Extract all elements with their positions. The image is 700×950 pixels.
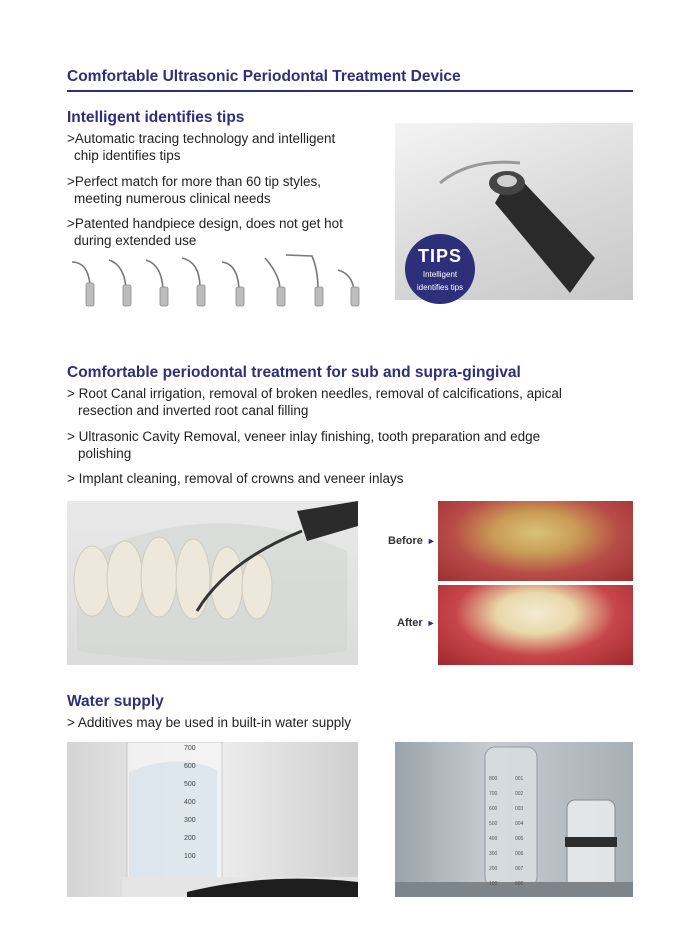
bottle-scale-right-001: 001 <box>515 776 524 782</box>
tips-badge-title: TIPS <box>417 246 462 266</box>
bottle-scale-left-400: 400 <box>489 836 498 842</box>
bullet-2-line-1: >Perfect match for more than 60 tip styles, <box>67 174 321 189</box>
bullet-6: > Implant cleaning, removal of crowns and veneer inlays <box>67 471 404 486</box>
bottle-scale-right-006: 006 <box>515 851 524 857</box>
bottle-scale-left-100: 100 <box>489 881 498 887</box>
before-photo <box>438 501 633 581</box>
heading-intelligent-tips: Intelligent identifies tips <box>67 109 245 126</box>
beaker-scale-100: 100 <box>184 853 196 860</box>
bullet-4-line-1: > Root Canal irrigation, removal of broken needles, removal of calcifications, apical <box>67 386 562 401</box>
bottle-scale-right-005: 005 <box>515 836 524 842</box>
water-bottles-photo <box>395 742 633 897</box>
beaker-scale-200: 200 <box>184 835 196 842</box>
before-label <box>388 535 436 547</box>
bottle-scale-right-002: 002 <box>515 791 524 797</box>
tips-badge-subtitle-1: Intelligent <box>422 270 458 279</box>
bottle-scale-left-800: 800 <box>489 776 498 782</box>
tips-badge-subtitle-2: identifies tips <box>416 283 464 292</box>
bullet-5-line-2: polishing <box>78 446 132 461</box>
before-label-text: Before <box>388 535 423 547</box>
bottle-scale-left <box>489 772 509 892</box>
bullet-2-line-2: meeting numerous clinical needs <box>74 191 271 206</box>
bullet-3-line-2: during extended use <box>74 233 197 248</box>
teeth-model-photo <box>67 501 358 665</box>
beaker-scale-700: 700 <box>184 745 196 752</box>
bullet-1-line-1: >Automatic tracing technology and intelligent <box>67 131 336 146</box>
bottle-scale-left-200: 200 <box>489 866 498 872</box>
bullet-3-line-1: >Patented handpiece design, does not get hot <box>67 216 343 231</box>
heading-water-supply: Water supply <box>67 693 164 710</box>
bullet-5-line-1: > Ultrasonic Cavity Removal, veneer inlay finishing, tooth preparation and edge <box>67 429 541 444</box>
bottle-scale-left-500: 500 <box>489 821 498 827</box>
bottle-scale-right-007: 007 <box>515 866 524 872</box>
bullet-1-line-2: chip identifies tips <box>74 148 181 163</box>
beaker-scale-600: 600 <box>184 763 196 770</box>
beaker-scale-300: 300 <box>184 817 196 824</box>
bottle-scale-right <box>515 772 535 892</box>
beaker-photo <box>67 742 358 897</box>
bottle-scale-left-300: 300 <box>489 851 498 857</box>
bottle-scale-right-004: 004 <box>515 821 524 827</box>
bullet-4-line-2: resection and inverted root canal filling <box>78 403 309 418</box>
bottle-scale-right-003: 003 <box>515 806 524 812</box>
beaker-scale-500: 500 <box>184 781 196 788</box>
after-label-text: After <box>397 617 423 629</box>
bullet-7: > Additives may be used in built-in water supply <box>67 715 352 730</box>
after-label <box>397 617 436 629</box>
after-photo <box>438 585 633 665</box>
bottle-scale-right-008: 008 <box>515 881 524 887</box>
before-arrow-icon: ► <box>426 536 436 546</box>
page-title: Comfortable Ultrasonic Periodontal Treatment Device <box>67 68 461 85</box>
beaker-scale-400: 400 <box>184 799 196 806</box>
after-arrow-icon: ► <box>426 618 436 628</box>
tips-badge <box>405 234 475 304</box>
bottle-scale-left-700: 700 <box>489 791 498 797</box>
heading-periodontal: Comfortable periodontal treatment for sub and supra-gingival <box>67 364 521 381</box>
bottle-scale-left-600: 600 <box>489 806 498 812</box>
